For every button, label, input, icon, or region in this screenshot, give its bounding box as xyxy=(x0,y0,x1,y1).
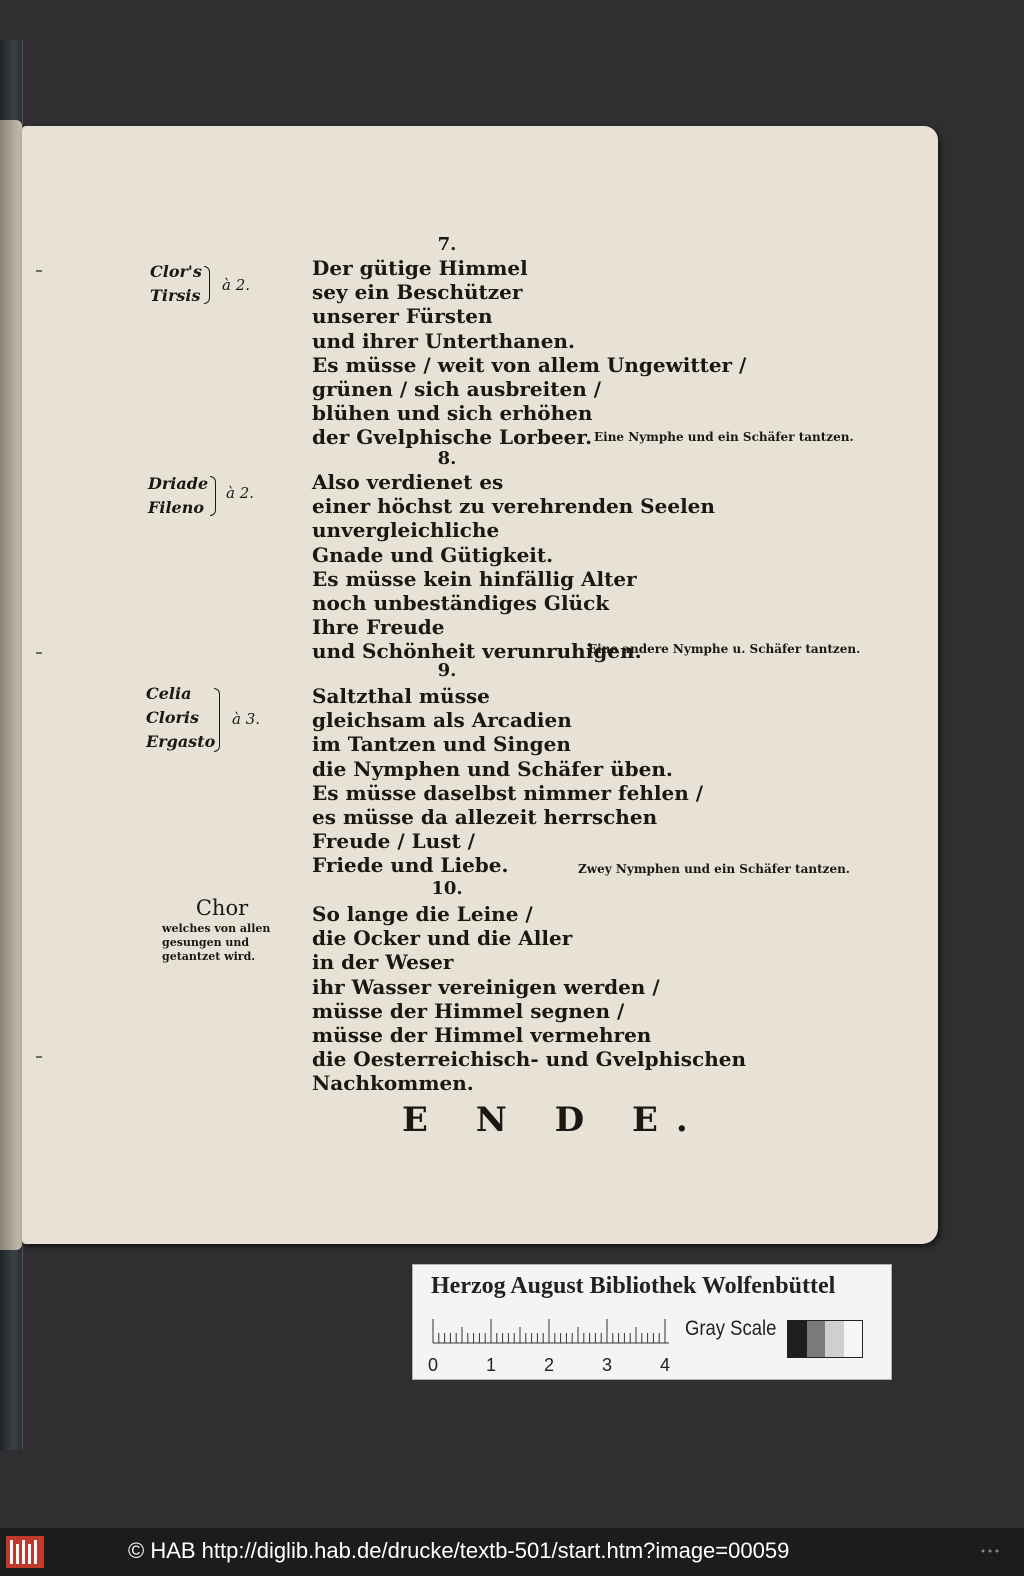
verse-line: Freude / Lust / xyxy=(312,829,475,854)
speaker-list xyxy=(150,260,202,308)
verse-line: sey ein Beschützer xyxy=(312,280,523,305)
verse-line: Ihre Freude xyxy=(312,615,445,640)
voice-count: à 2. xyxy=(222,276,251,294)
verse-line: Es müsse kein hinfällig Alter xyxy=(312,566,637,591)
verse-line: Es müsse daselbst nimmer fehlen / xyxy=(312,780,704,805)
speaker-name: Fileno xyxy=(148,498,204,517)
section-number: 10. xyxy=(431,878,463,899)
gray-swatch xyxy=(844,1321,863,1357)
section-number: 9. xyxy=(437,660,457,681)
speaker-bracket xyxy=(204,266,210,304)
verse-line: der Gvelphische Lorbeer. xyxy=(312,425,593,450)
ruler-number: 1 xyxy=(485,1355,497,1375)
book-page xyxy=(22,126,938,1244)
verse-line: müsse der Himmel segnen / xyxy=(312,998,625,1023)
previous-page-edge xyxy=(0,120,22,1250)
verse-line: und Schönheit verunruhigen. xyxy=(312,639,642,664)
verse-line: die Oesterreichisch- und Gvelphischen xyxy=(312,1047,747,1072)
verse-line: gleichsam als Arcadien xyxy=(312,708,572,733)
speaker-list xyxy=(148,472,208,520)
verse-line: Friede und Liebe. xyxy=(312,853,509,878)
verse-line: noch unbeständiges Glück xyxy=(312,591,610,616)
verse-line: unvergleichliche xyxy=(312,518,500,543)
verse-line: Also verdienet es xyxy=(312,470,504,494)
dance-direction: Zwey Nymphen und ein Schäfer tantzen. xyxy=(578,862,850,876)
verse-line: grünen / sich ausbreiten / xyxy=(312,377,602,402)
verse-line: Der gütige Himmel xyxy=(312,256,528,280)
verse-line: Saltzthal müsse xyxy=(312,684,490,708)
voice-count: à 2. xyxy=(226,484,255,502)
dance-direction: Eine Nymphe und ein Schäfer tantzen. xyxy=(594,430,854,444)
ruler-number: 4 xyxy=(659,1355,671,1375)
color-reference-card xyxy=(412,1264,892,1380)
chorus-note: welches von allen gesungen und getantzet wird. xyxy=(162,922,271,963)
speaker-name: Cloris xyxy=(146,708,199,727)
section-number: 7. xyxy=(437,234,457,255)
ende-mark: E N D E. xyxy=(402,1100,706,1140)
gray-swatch xyxy=(807,1321,826,1357)
verse-line: müsse der Himmel vermehren xyxy=(312,1023,652,1048)
speaker-name: Celia xyxy=(146,684,192,703)
speaker-name: Clor's xyxy=(150,262,202,281)
verse-block xyxy=(312,256,746,450)
ruler-number: 3 xyxy=(601,1355,613,1375)
verse-line: blühen und sich erhöhen xyxy=(312,401,593,426)
footer-bar xyxy=(0,1528,1024,1576)
speaker-name: Driade xyxy=(148,474,209,493)
margin-mark xyxy=(36,652,42,654)
dance-direction: Eine andere Nymphe u. Schäfer tantzen. xyxy=(588,642,861,656)
verse-block xyxy=(312,470,715,664)
verse-line: im Tantzen und Singen xyxy=(312,732,571,757)
speaker-name: Tirsis xyxy=(150,286,201,305)
dots-icon xyxy=(980,1548,1000,1554)
copyright-url[interactable]: © HAB http://diglib.hab.de/drucke/textb-501/start.htm?image=00059 xyxy=(128,1538,790,1563)
speaker-bracket xyxy=(214,688,220,752)
verse-block xyxy=(312,902,746,1096)
section-number: 8. xyxy=(437,448,457,469)
margin-mark xyxy=(36,270,42,272)
verse-line: einer höchst zu verehrenden Seelen xyxy=(312,494,715,519)
verse-line: ihr Wasser vereinigen werden / xyxy=(312,974,660,999)
verse-line: und ihrer Unterthanen. xyxy=(312,328,575,353)
verse-line: in der Weser xyxy=(312,950,454,975)
ruler xyxy=(427,1317,671,1377)
speaker-list xyxy=(146,682,215,754)
verse-block xyxy=(312,684,703,878)
verse-line: unserer Fürsten xyxy=(312,304,493,329)
library-name: Herzog August Bibliothek Wolfenbüttel xyxy=(431,1273,836,1299)
speaker-bracket xyxy=(210,476,216,516)
ruler-number: 2 xyxy=(543,1355,555,1375)
ruler-number: 0 xyxy=(427,1355,439,1375)
chorus-heading: Chor xyxy=(195,896,249,920)
verse-line: die Ocker und die Aller xyxy=(312,926,573,951)
verse-line: es müsse da allezeit herrschen xyxy=(312,805,658,830)
gray-scale-swatches xyxy=(787,1320,863,1358)
gray-scale-label: Gray Scale xyxy=(685,1317,777,1340)
gray-swatch xyxy=(825,1321,844,1357)
verse-line: Gnade und Gütigkeit. xyxy=(312,542,554,567)
margin-mark xyxy=(36,1056,42,1058)
verse-line: So lange die Leine / xyxy=(312,902,533,926)
hab-logo-icon xyxy=(6,1536,44,1568)
verse-line: Es müsse / weit von allem Ungewitter / xyxy=(312,352,747,377)
verse-line: die Nymphen und Schäfer üben. xyxy=(312,756,673,781)
gray-swatch xyxy=(788,1321,807,1357)
verse-line: Nachkommen. xyxy=(312,1071,474,1096)
speaker-name: Ergasto xyxy=(146,732,216,751)
voice-count: à 3. xyxy=(232,710,261,728)
